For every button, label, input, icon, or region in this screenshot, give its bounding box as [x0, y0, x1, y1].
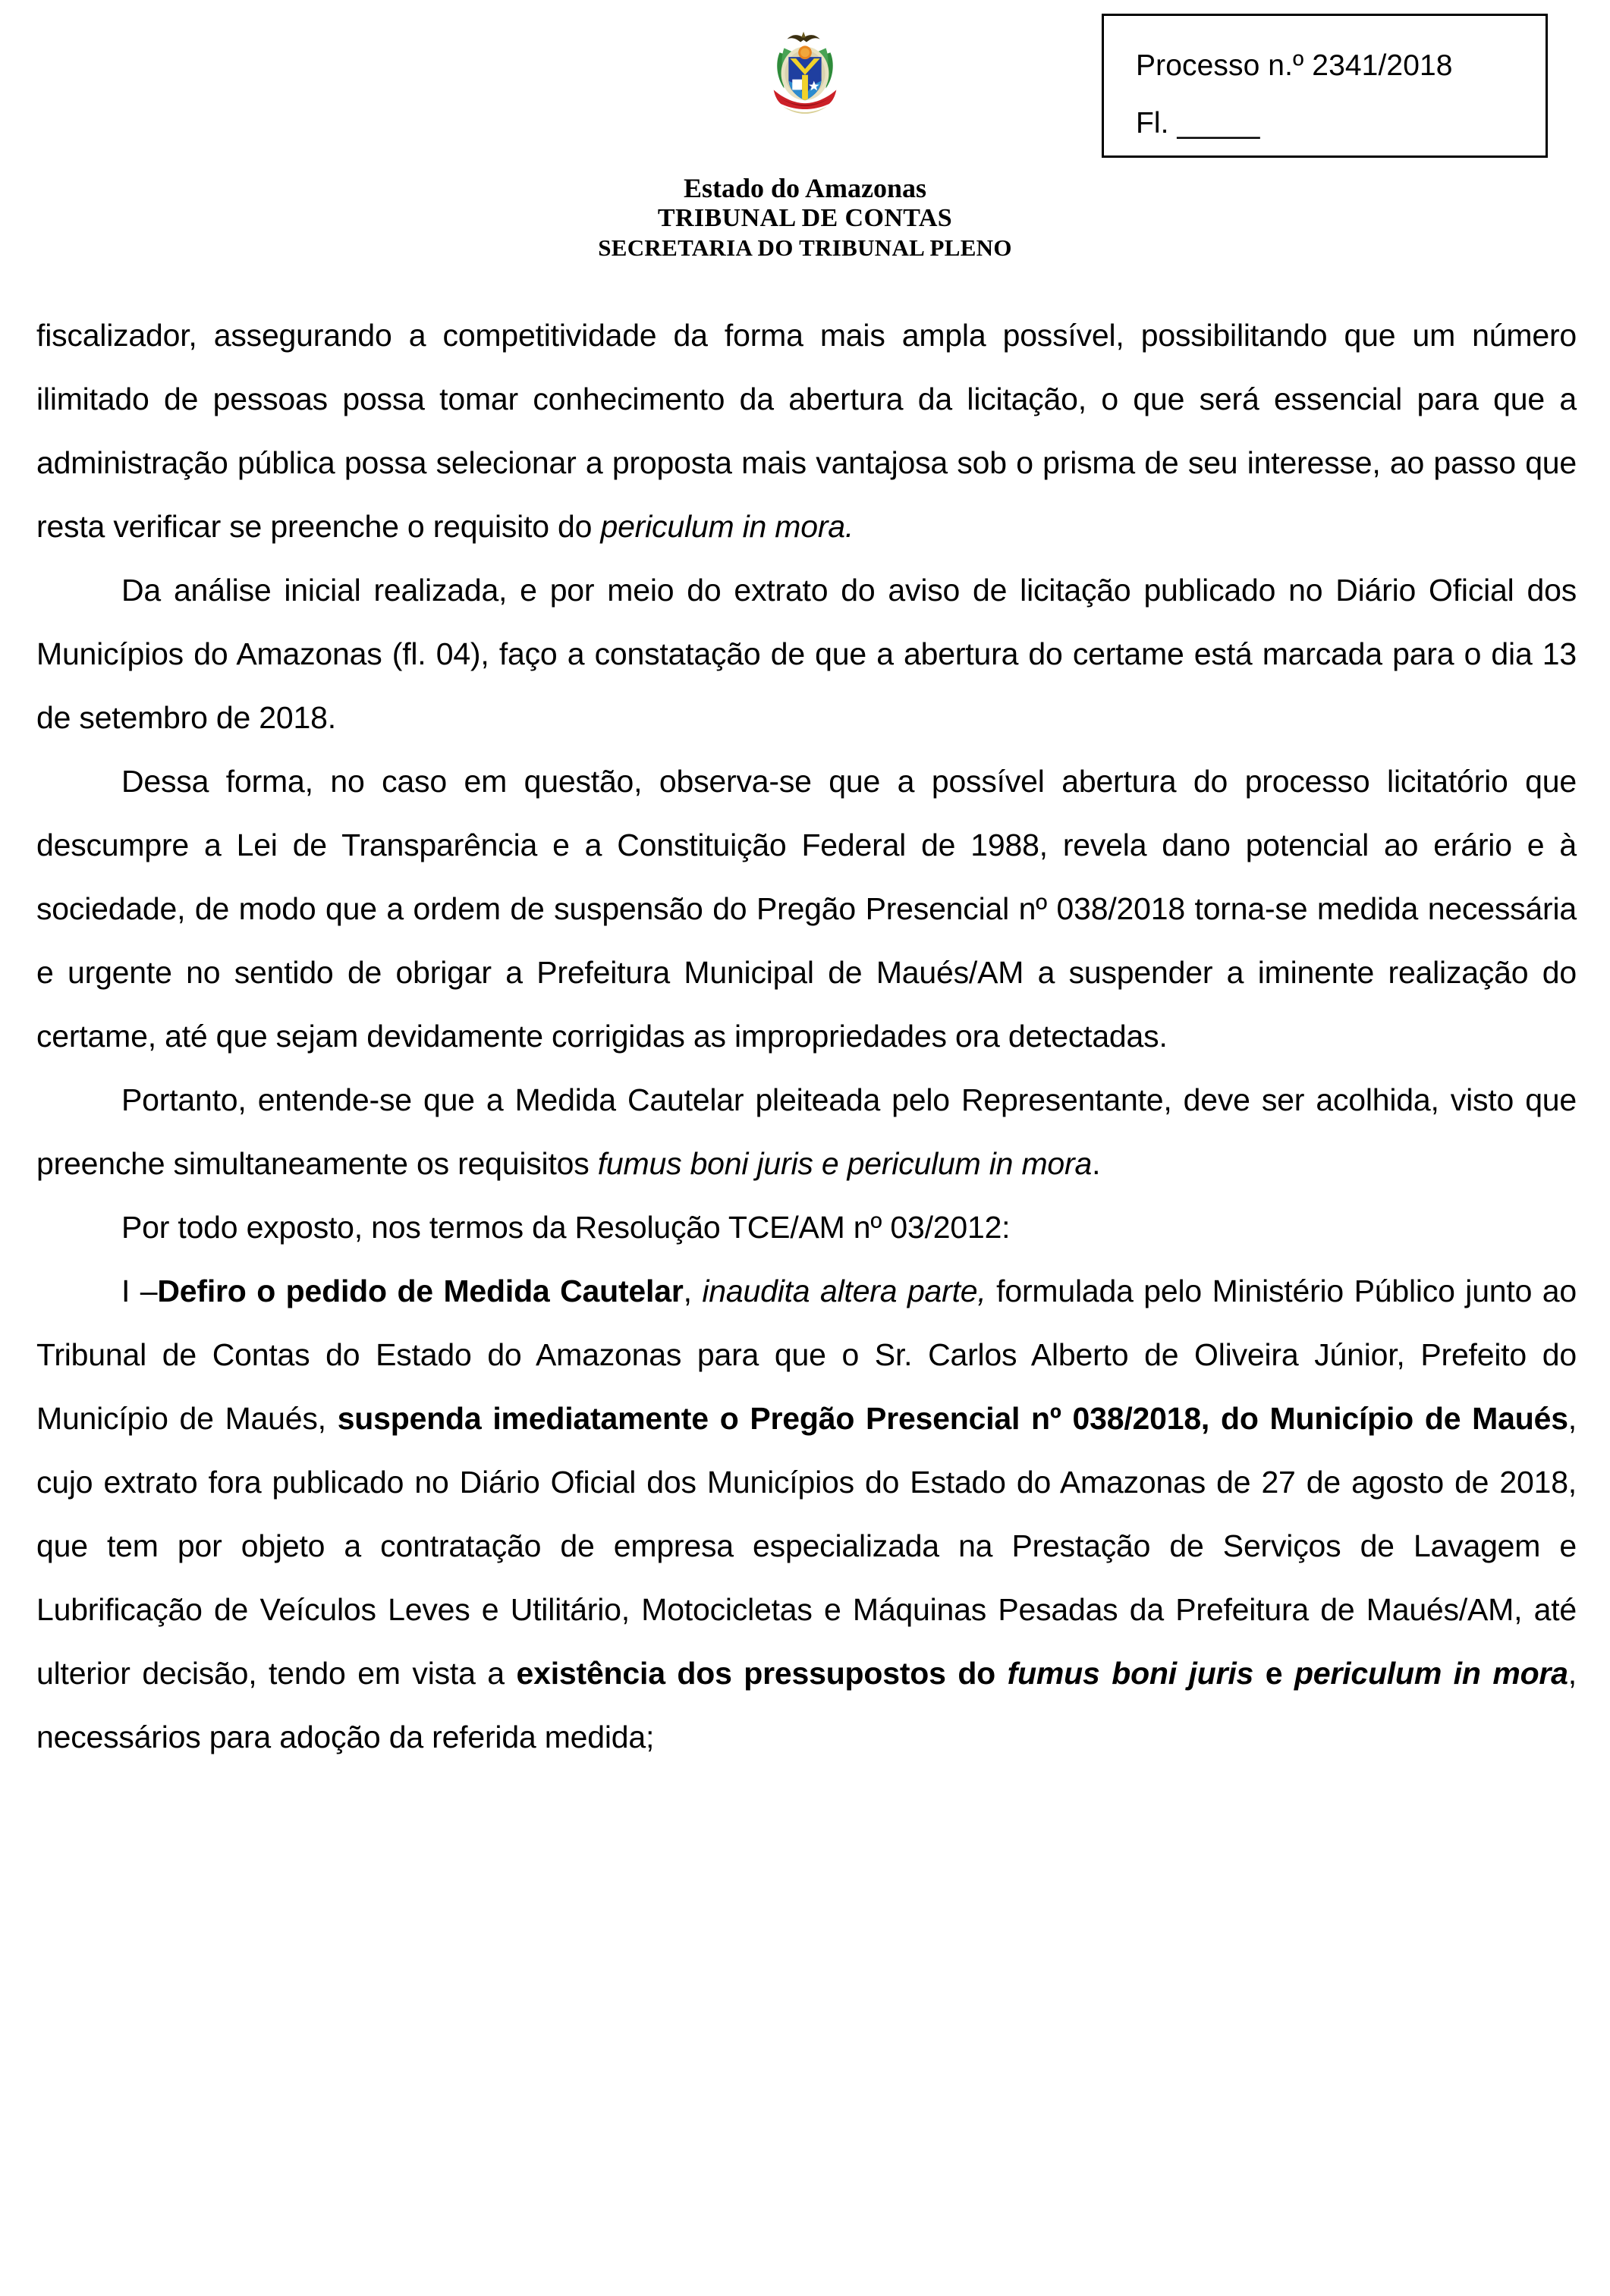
- org-secretariat-line: SECRETARIA DO TRIBUNAL PLENO: [598, 234, 1012, 261]
- paragraph-6-item-I: [36, 1259, 1577, 1769]
- periculum-bolditalic-phrase: periculum in mora: [1294, 1656, 1568, 1691]
- p4-lead-text: Portanto, entende-se que a Medida Cautelar pleiteada pelo Representante, deve ser acolhida, visto que preenche simultaneamente os requisitos: [36, 1082, 1577, 1181]
- org-court-line: TRIBUNAL DE CONTAS: [657, 204, 953, 232]
- p4-italic-term: fumus boni juris e periculum in mora: [597, 1146, 1093, 1181]
- process-number-box: [1102, 14, 1548, 158]
- folio-number-label: Fl. _____: [1136, 107, 1260, 140]
- pressupostos-bold-phrase: existência dos pressupostos do: [516, 1656, 1008, 1691]
- p6-conjunction: e: [1253, 1656, 1294, 1691]
- paragraph-4: [36, 1068, 1577, 1195]
- paragraph-2: Da análise inicial realizada, e por meio do extrato do aviso de licitação publicado no Diário Oficial dos Municípios do Amazonas (fl. 04), faço a constatação de que a abertura do certame está marcada para o dia 13 de setembro de 2018.: [36, 573, 1577, 735]
- p4-tail-text: .: [1092, 1146, 1101, 1181]
- document-body: [36, 303, 1577, 1769]
- paragraph-3: Dessa forma, no caso em questão, observa-se que a possível abertura do processo licitatório que descumpre a Lei de Transparência e a Constituição Federal de 1988, revela dano potencial ao erário e à sociedade, de modo que a ordem de suspensão do Pregão Presencial nº 038/2018 torna-se medida necessária e urgente no sentido de obrigar a Prefeitura Municipal de Maués/AM a suspender a iminente realização do certame, até que sejam devidamente corrigidas as impropriedades ora detectadas.: [36, 764, 1577, 1054]
- document-header: [0, 0, 1610, 288]
- inaudita-italic-phrase: inaudita altera parte,: [702, 1274, 986, 1308]
- p6-mid-text: formulada pelo Ministério Público junto ao Tribunal de Contas do Estado do Amazonas para que o Sr. Carlos Alberto de Oliveira Júnior, Prefeito do Município de Maués,: [36, 1274, 1577, 1436]
- org-state-line: Estado do Amazonas: [683, 173, 927, 203]
- coat-of-arms-icon: [760, 17, 850, 114]
- process-number-label: Processo n.º 2341/2018: [1136, 49, 1453, 82]
- p1-lead-text: fiscalizador, assegurando a competitividade da forma mais ampla possível, possibilitando que um número ilimitado de pessoas possa tomar conhecimento da abertura da licitação, o que será essencial para que a administração pública possa selecionar a proposta mais vantajosa sob o prisma de seu interesse, ao passo que resta verificar se preenche o requisito do: [36, 318, 1577, 544]
- fumus-bolditalic-phrase: fumus boni juris: [1007, 1656, 1254, 1691]
- item-numeral: I –: [121, 1274, 158, 1308]
- p6-comma: ,: [683, 1274, 703, 1308]
- p1-italic-term: periculum in mora.: [600, 509, 854, 544]
- defiro-bold-phrase: Defiro o pedido de Medida Cautelar: [157, 1274, 684, 1308]
- paragraph-5: Por todo exposto, nos termos da Resolução TCE/AM nº 03/2012:: [121, 1210, 1011, 1245]
- p6-extrato-text: , cujo extrato fora publicado no Diário Oficial dos Municípios do Estado do Amazonas de 27 de agosto de 2018, que tem por objeto a contratação de empresa especializada na Prestação de Serviços de Lavagem e Lubrificação de Veículos Leves e Utilitário, Motocicletas e Máquinas Pesadas da Prefeitura de Maués/AM, até ulterior decisão, tendo em vista a: [36, 1401, 1577, 1691]
- p6-tail-text: , necessários para adoção da referida medida;: [36, 1656, 1577, 1754]
- organization-heading: [0, 173, 1610, 262]
- paragraph-1: [36, 303, 1577, 558]
- suspenda-bold-phrase: suspenda imediatamente o Pregão Presencial nº 038/2018, do Município de Maués: [337, 1401, 1568, 1436]
